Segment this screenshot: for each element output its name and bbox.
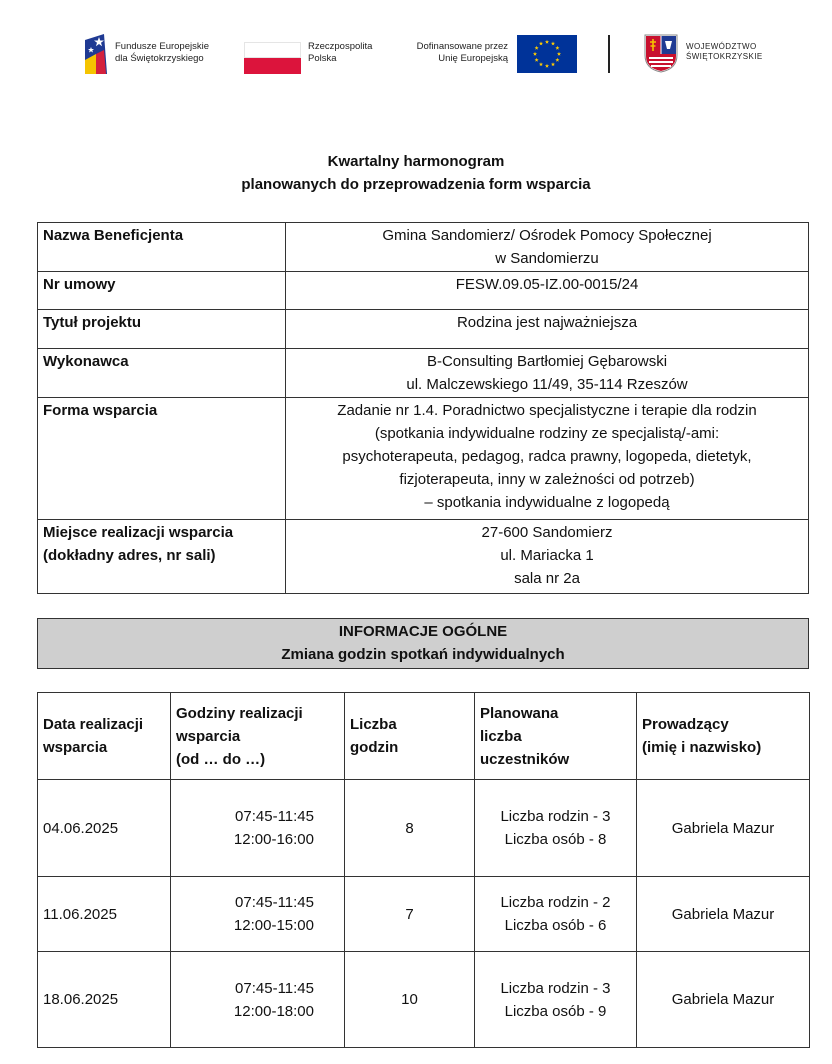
fe-stars-icon [82,30,110,78]
info-value-line: w Sandomierzu [495,250,599,267]
cell-hours: 07:45-11:45 12:00-16:00 [171,780,345,877]
polish-flag-icon [244,42,301,74]
info-value: Rodzina jest najważniejsza [286,310,809,349]
cell-participants: Liczba rodzin - 3 Liczba osób - 9 [475,952,637,1048]
eu-logo [404,30,579,80]
fe-logo-line1: Fundusze Europejskie [115,41,209,52]
logo-divider [608,35,610,73]
cell-leader: Gabriela Mazur [637,877,810,952]
header-leader: Prowadzący (imię i nazwisko) [637,693,810,780]
document-title-line2: planowanych do przeprowadzenia form wsparcia [241,176,591,193]
fe-logo-text [115,41,209,65]
rzeczpospolita-logo [244,30,394,80]
info-value-line: (spotkania indywidualne rodziny ze specjalistą/-ami: [374,425,720,442]
info-value-line: B-Consulting Bartłomiej Gębarowski [426,353,668,370]
eu-logo-line1: Dofinansowane przez [416,41,508,52]
info-label: Wykonawca [38,349,286,398]
info-value [286,398,809,520]
cell-participants: Liczba rodzin - 3 Liczba osób - 8 [475,780,637,877]
info-label: Tytuł projektu [38,310,286,349]
info-row-beneficiary [38,223,809,272]
info-value-line: – spotkania indywidualne z logopedą [424,494,670,511]
logo-bar [0,30,832,80]
fe-logo-line2: dla Świętokrzyskiego [115,53,204,64]
header-hours: Godziny realizacji wsparcia (od … do …) [171,693,345,780]
header-count: Liczba godzin [345,693,475,780]
cell-hours: 07:45-11:45 12:00-18:00 [171,952,345,1048]
info-label [38,520,286,594]
info-row-contractor [38,349,809,398]
cell-participants: Liczba rodzin - 2 Liczba osób - 6 [475,877,637,952]
table-row [38,952,810,1048]
cell-date: 04.06.2025 [38,780,171,877]
cell-count: 7 [345,877,475,952]
info-value [286,349,809,398]
cell-leader: Gabriela Mazur [637,780,810,877]
info-row-project [38,310,809,349]
info-value-line: ul. Malczewskiego 11/49, 35-114 Rzeszów [406,376,688,393]
info-row-form [38,398,809,520]
table-row [38,780,810,877]
document-title-line1: Kwartalny harmonogram [327,153,505,170]
header-participants: Planowana liczba uczestników [475,693,637,780]
cell-count: 10 [345,952,475,1048]
cell-date: 11.06.2025 [38,877,171,952]
eu-logo-line2: Unię Europejską [438,53,508,64]
schedule-header-row [38,693,810,780]
header-date: Data realizacji wsparcia [38,693,171,780]
cell-hours: 07:45-11:45 12:00-15:00 [171,877,345,952]
general-info-banner [37,618,809,669]
info-row-place [38,520,809,594]
info-value-line: psychoterapeuta, pedagog, radca prawny, logopeda, dietetyk, [342,448,752,465]
swietokrzyskie-logo [643,30,773,80]
info-value-line: 27-600 Sandomierz [481,524,613,541]
rp-logo-line1: Rzeczpospolita [308,41,373,52]
general-info-subheading: Zmiana godzin spotkań indywidualnych [281,646,565,663]
coat-of-arms-icon [643,33,679,73]
info-label: Nr umowy [38,272,286,310]
general-info-heading: INFORMACJE OGÓLNE [338,623,508,640]
table-row [38,877,810,952]
eu-flag-icon [517,35,577,73]
cell-count: 8 [345,780,475,877]
rp-logo-text [308,41,372,65]
cell-leader: Gabriela Mazur [637,952,810,1048]
project-info-table [37,222,809,594]
info-value: FESW.09.05-IZ.00-0015/24 [286,272,809,310]
rp-logo-line2: Polska [308,53,337,64]
sw-logo-line1: WOJEWÓDZTWO [686,42,757,51]
info-value-line: Zadanie nr 1.4. Poradnictwo specjalistyczne i terapie dla rodzin [337,402,757,419]
info-label-line: (dokładny adres, nr sali) [43,547,216,564]
cell-date: 18.06.2025 [38,952,171,1048]
info-value-line: ul. Mariacka 1 [500,547,594,564]
info-value-line: sala nr 2a [514,570,580,587]
info-value [286,520,809,594]
schedule-table [37,692,810,1048]
info-row-contract [38,272,809,310]
sw-logo-line2: ŚWIĘTOKRZYSKIE [686,52,763,61]
sw-logo-text [686,42,763,62]
info-label-line: Miejsce realizacji wsparcia [43,524,234,541]
document-title [0,150,832,196]
info-label: Nazwa Beneficjenta [38,223,286,272]
info-value-line: Gmina Sandomierz/ Ośrodek Pomocy Społecznej [382,227,712,244]
eu-logo-text [404,41,508,65]
info-value [286,223,809,272]
info-label: Forma wsparcia [38,398,286,520]
info-value-line: fizjoterapeuta, inny w zależności od potrzeb) [399,471,695,488]
fundusze-europejskie-logo [82,30,242,80]
